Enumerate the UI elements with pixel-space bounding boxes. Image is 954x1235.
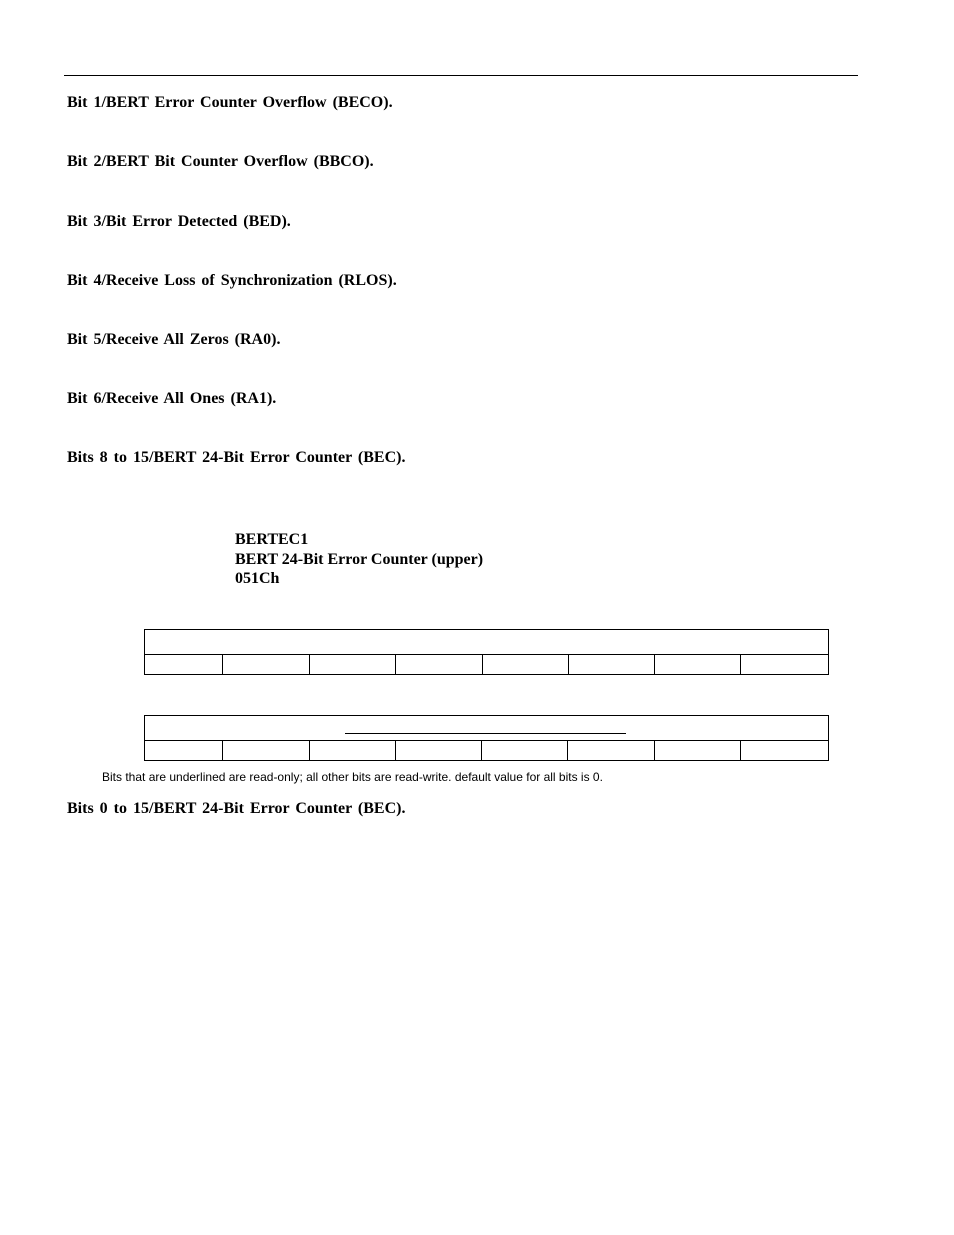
read-only-note: Bits that are underlined are read-only; all other bits are read-write. default value for all bits is 0. [102, 770, 603, 784]
heading-bit1-beco: Bit 1/BERT Error Counter Overflow (BECO). [67, 94, 393, 111]
bit-name-row [145, 630, 829, 655]
bit-value-cell [483, 655, 569, 675]
bit-value-cell [569, 655, 655, 675]
header-rule [64, 75, 858, 76]
heading-bit6-ra1: Bit 6/Receive All Ones (RA1). [67, 390, 277, 407]
heading-bit5-ra0: Bit 5/Receive All Zeros (RA0). [67, 331, 281, 348]
heading-bit3-bed: Bit 3/Bit Error Detected (BED). [67, 213, 291, 230]
bit-value-cell [482, 741, 568, 761]
bit-value-cell [310, 655, 396, 675]
bit-table-lower [144, 715, 829, 761]
bit-value-cell [145, 741, 223, 761]
bit-value-cell [223, 741, 310, 761]
heading-bits0-15-bec: Bits 0 to 15/BERT 24-Bit Error Counter (BEC). [67, 800, 406, 817]
bit-value-cell [741, 655, 829, 675]
bit-value-cell [568, 741, 655, 761]
bit-value-cell [655, 741, 741, 761]
read-only-underline [345, 733, 626, 734]
register-name: BERTEC1 [235, 531, 309, 548]
bit-value-cell [396, 741, 482, 761]
register-address: 051Ch [235, 570, 280, 587]
bit-value-row [145, 741, 829, 761]
bit-name-row [145, 716, 829, 741]
bit-value-row [145, 655, 829, 675]
heading-bit2-bbco: Bit 2/BERT Bit Counter Overflow (BBCO). [67, 153, 374, 170]
register-info [235, 530, 483, 589]
bit-value-cell [655, 655, 741, 675]
bit-value-cell [223, 655, 310, 675]
bit-value-cell [396, 655, 483, 675]
bit-value-cell [145, 655, 223, 675]
bit-value-cell [310, 741, 396, 761]
heading-bit4-rlos: Bit 4/Receive Loss of Synchronization (RLOS). [67, 272, 397, 289]
bit-value-cell [741, 741, 829, 761]
register-description: BERT 24-Bit Error Counter (upper) [235, 550, 484, 568]
bit-table-upper [144, 629, 829, 675]
heading-bits8-15-bec: Bits 8 to 15/BERT 24-Bit Error Counter (BEC). [67, 449, 406, 466]
bit-name-cell [145, 716, 829, 741]
bit-name-cell [145, 630, 829, 655]
